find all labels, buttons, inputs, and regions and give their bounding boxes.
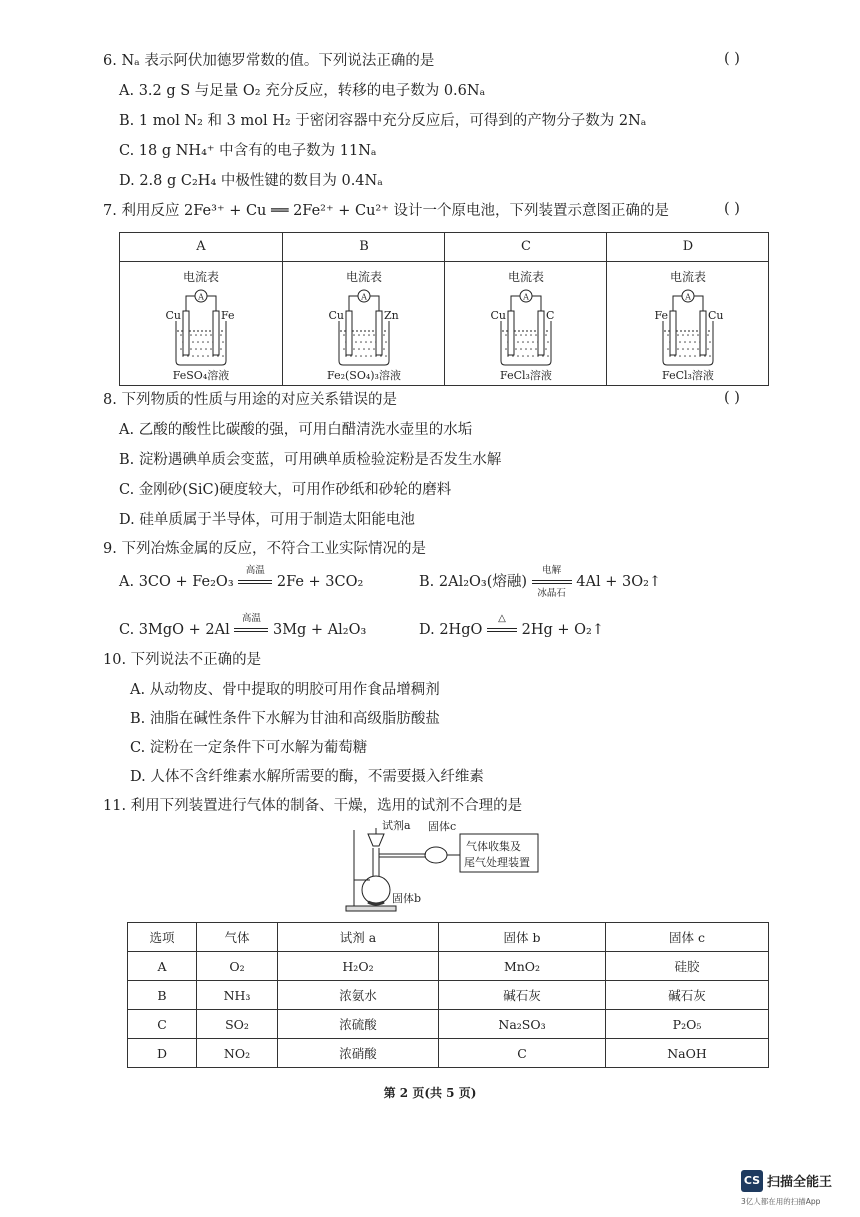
q7-wire-left (673, 296, 682, 311)
q7-solution-dot (527, 341, 529, 343)
q7-solution-dot (532, 341, 534, 343)
q7-solution-dot (682, 348, 684, 350)
q7-solution-dot (353, 334, 355, 336)
q9-d-arrow (487, 613, 517, 640)
q7-electrode-right-label: Cu (708, 309, 724, 322)
q7-wire-right (207, 296, 216, 311)
q7-option-d-cell (606, 233, 769, 385)
q11-fig-solid-b-label: 固体b (392, 892, 422, 905)
q7-solution-dot (505, 348, 507, 350)
q7-solution-dot (667, 334, 669, 336)
q9-d-reactants: D. 2HgO (419, 622, 483, 638)
q7-electrode-right (538, 311, 544, 355)
ammeter-symbol: A (523, 292, 529, 302)
table-row (128, 1010, 769, 1039)
q7-solution-dot (180, 334, 182, 336)
q7-electrode-left-label: Cu (165, 309, 181, 322)
q6-option-c: C. 18 g NH₄⁺ 中含有的电子数为 11Nₐ (119, 143, 377, 159)
q7-solution-dot (220, 348, 222, 350)
q7-solution-dot (694, 341, 696, 343)
q7-wire-left (186, 296, 195, 311)
q7-ammeter-label: 电流表 (182, 270, 220, 284)
q7-solution-dot (707, 334, 709, 336)
q7-option-d-cell-diagram (607, 263, 769, 383)
q7-apparatus-table (119, 232, 769, 386)
q7-electrode-left (183, 311, 189, 355)
table-header-cell: 固体 c (606, 923, 769, 952)
q7-solution-dot (205, 334, 207, 336)
q7-solution-dot (343, 348, 345, 350)
table-cell: 碱石灰 (439, 981, 606, 1010)
q7-solution-dot (505, 334, 507, 336)
q7-wire-right (370, 296, 379, 311)
q7-solution-dot (200, 334, 202, 336)
q7-solution-dot (358, 348, 360, 350)
q7-solution-dot (547, 341, 549, 343)
q7-solution-dot (190, 334, 192, 336)
q7-solution-dot (667, 348, 669, 350)
q7-solution-dot (210, 348, 212, 350)
q7-solution-dot (515, 348, 517, 350)
q10-option-d: D. 人体不含纤维素水解所需要的酶，不需要摄入纤维素 (130, 769, 484, 785)
page-footer: 第 2 页(共 5 页) (383, 1086, 477, 1100)
table-header-cell: 试剂 a (278, 923, 439, 952)
q7-option-b-cell-diagram (283, 263, 445, 383)
q7-solution-dot (360, 341, 362, 343)
q9-option-b (419, 565, 662, 599)
q7-stem: 7. 利用反应 2Fe³⁺ + Cu ══ 2Fe²⁺ + Cu²⁺ 设计一个原电池，下列装置示意图正确的是 (103, 203, 669, 219)
q7-solution-dot (679, 355, 681, 357)
q7-solution-dot (532, 355, 534, 357)
table-cell: C (128, 1010, 197, 1039)
q6-answer-paren: ( ) (724, 51, 740, 67)
q7-solution-dot (368, 348, 370, 350)
q11-apparatus-figure (340, 820, 550, 915)
q7-solution-dot (353, 348, 355, 350)
table-cell: 浓硝酸 (278, 1039, 439, 1068)
camscanner-logo-icon: CS (741, 1170, 763, 1192)
camscanner-watermark-tagline: 3亿人都在用的扫描App (741, 1197, 821, 1206)
q7-solution-dot (363, 348, 365, 350)
q7-solution-dot (192, 355, 194, 357)
q7-solution-dot (709, 341, 711, 343)
q7-electrode-left-label: Cu (490, 309, 506, 322)
q7-option-a-label: A (196, 239, 206, 254)
q6-option-a: A. 3.2 g S 与足量 O₂ 充分反应，转移的电子数为 0.6Nₐ (119, 83, 486, 99)
q7-solution-dot (222, 355, 224, 357)
table-cell: A (128, 952, 197, 981)
q7-solution-dot (689, 341, 691, 343)
q8-option-a: A. 乙酸的酸性比碳酸的强，可用白醋清洗水壶里的水垢 (119, 422, 473, 438)
q7-electrode-right (700, 311, 706, 355)
q7-electrode-left (346, 311, 352, 355)
q7-wire-left (511, 296, 520, 311)
q9-b-reactants: B. 2Al₂O₃(熔融) (419, 574, 528, 590)
q9-stem: 9. 下列冶炼金属的反应，不符合工业实际情况的是 (103, 541, 426, 557)
q7-solution-dot (385, 341, 387, 343)
q9-c-arrow (234, 613, 268, 640)
q7-solution-dot (383, 334, 385, 336)
q10-option-a: A. 从动物皮、骨中提取的明胶可用作食品增稠剂 (130, 682, 440, 698)
table-header-cell: 固体 b (439, 923, 606, 952)
q7-wire-right (694, 296, 703, 311)
table-row (128, 1039, 769, 1068)
q7-option-c-cell-diagram (445, 263, 607, 383)
q7-electrode-left-label: Fe (654, 309, 668, 322)
q7-solution-dot (525, 334, 527, 336)
q7-solution-dot (684, 341, 686, 343)
q7-ammeter-label: 电流表 (345, 270, 383, 284)
ammeter-symbol: A (198, 292, 204, 302)
q7-solution-dot (360, 355, 362, 357)
q10-stem: 10. 下列说法不正确的是 (103, 652, 262, 668)
q8-option-c: C. 金刚砂(SiC)硬度较大，可用作砂纸和砂轮的磨料 (119, 482, 452, 498)
table-cell: 碱石灰 (606, 981, 769, 1010)
q7-solution-dot (530, 348, 532, 350)
q7-solution-dot (373, 334, 375, 336)
q8-answer-paren: ( ) (724, 390, 740, 406)
q7-solution-dot (520, 334, 522, 336)
q7-solution-label: Fe₂(SO₄)₃溶液 (327, 369, 401, 382)
q7-solution-dot (207, 355, 209, 357)
q7-solution-dot (202, 355, 204, 357)
q7-solution-dot (197, 355, 199, 357)
q8-stem: 8. 下列物质的性质与用途的对应关系错误的是 (103, 392, 397, 408)
q7-solution-dot (200, 348, 202, 350)
q7-solution-dot (192, 341, 194, 343)
q7-electrode-right (376, 311, 382, 355)
q9-b-condition-top: 电解 (542, 565, 562, 576)
q7-solution-dot (385, 355, 387, 357)
q7-wire-right (532, 296, 541, 311)
q7-solution-dot (373, 348, 375, 350)
q7-solution-dot (383, 348, 385, 350)
q7-solution-dot (547, 355, 549, 357)
q6-stem: 6. Nₐ 表示阿伏加德罗常数的值。下列说法正确的是 (103, 53, 435, 69)
table-cell: 硅胶 (606, 952, 769, 981)
q7-solution-dot (365, 355, 367, 357)
table-cell: NH₃ (197, 981, 278, 1010)
q9-b-condition-bottom: 冰晶石 (537, 588, 566, 599)
q11-fig-solid-c-label: 固体c (428, 820, 457, 833)
q7-solution-dot (180, 348, 182, 350)
q7-wire-left (349, 296, 358, 311)
q7-solution-dot (692, 334, 694, 336)
q9-c-condition: 高温 (241, 613, 261, 624)
q7-solution-dot (358, 334, 360, 336)
q10-option-b: B. 油脂在碱性条件下水解为甘油和高级脂肪酸盐 (130, 711, 440, 727)
q9-d-condition: △ (498, 613, 506, 624)
q7-solution-dot (687, 334, 689, 336)
q7-ammeter-label: 电流表 (507, 270, 545, 284)
q7-solution-dot (205, 348, 207, 350)
q7-solution-dot (684, 355, 686, 357)
q9-a-reactants: A. 3CO + Fe₂O₃ (119, 574, 234, 590)
q9-a-condition: 高温 (245, 565, 265, 576)
q7-solution-dot (520, 348, 522, 350)
q9-b-products: 4Al + 3O₂↑ (576, 574, 662, 590)
q9-b-arrow (532, 565, 572, 599)
ammeter-symbol: A (361, 292, 367, 302)
table-cell: NaOH (606, 1039, 769, 1068)
table-row (128, 981, 769, 1010)
q7-solution-dot (545, 334, 547, 336)
q7-solution-dot (355, 355, 357, 357)
q7-electrode-left (670, 311, 676, 355)
q7-solution-dot (535, 348, 537, 350)
q7-solution-dot (682, 334, 684, 336)
table-cell: H₂O₂ (278, 952, 439, 981)
q7-solution-dot (370, 341, 372, 343)
q7-ammeter-label: 电流表 (669, 270, 707, 284)
q7-solution-dot (525, 348, 527, 350)
q9-option-a (119, 565, 364, 592)
q11-fig-box-line1: 气体收集及 (466, 840, 521, 853)
q7-solution-dot (545, 348, 547, 350)
q7-solution-dot (355, 341, 357, 343)
q7-option-b-cell (282, 233, 445, 385)
q7-solution-dot (697, 334, 699, 336)
q11-fig-box-line2: 尾气处理装置 (464, 856, 530, 869)
q7-solution-label: FeCl₃溶液 (500, 369, 552, 382)
q7-solution-dot (692, 348, 694, 350)
q7-solution-dot (697, 348, 699, 350)
table-cell: SO₂ (197, 1010, 278, 1039)
q9-option-d (419, 613, 604, 640)
q7-solution-dot (365, 341, 367, 343)
camscanner-watermark-name: 扫描全能王 (767, 1175, 833, 1190)
q7-solution-dot (677, 348, 679, 350)
q7-option-d-label: D (682, 239, 694, 254)
q7-solution-dot (517, 341, 519, 343)
q7-solution-dot (527, 355, 529, 357)
q9-option-c (119, 613, 367, 640)
q6-option-b: B. 1 mol N₂ 和 3 mol H₂ 于密闭容器中充分反应后，可得到的产物分子数为 2Nₐ (119, 113, 647, 129)
q11-stem: 11. 利用下列装置进行气体的制备、干燥，选用的试剂不合理的是 (103, 798, 523, 814)
q7-solution-label: FeSO₄溶液 (172, 369, 230, 382)
q7-solution-dot (363, 334, 365, 336)
q9-c-products: 3Mg + Al₂O₃ (272, 622, 367, 638)
q11-fig-reagent-a-label: 试剂a (382, 820, 411, 832)
q7-solution-dot (689, 355, 691, 357)
q9-a-arrow (238, 565, 272, 592)
q7-solution-dot (195, 334, 197, 336)
q7-solution-dot (694, 355, 696, 357)
q11-reagent-table (127, 922, 769, 1068)
q7-solution-dot (370, 355, 372, 357)
q7-solution-dot (687, 348, 689, 350)
q7-solution-dot (707, 348, 709, 350)
q7-solution-dot (220, 334, 222, 336)
q7-option-c-label: C (521, 239, 531, 254)
q7-solution-dot (343, 334, 345, 336)
q7-electrode-left-label: Cu (328, 309, 344, 322)
q7-solution-dot (535, 334, 537, 336)
table-cell: C (439, 1039, 606, 1068)
table-cell: 浓硫酸 (278, 1010, 439, 1039)
table-cell: 浓氨水 (278, 981, 439, 1010)
table-cell: B (128, 981, 197, 1010)
q7-solution-dot (515, 334, 517, 336)
q7-electrode-right-label: C (546, 309, 555, 322)
q7-solution-dot (517, 355, 519, 357)
q7-solution-dot (368, 334, 370, 336)
q7-solution-dot (709, 355, 711, 357)
q7-electrode-right (213, 311, 219, 355)
q7-solution-dot (190, 348, 192, 350)
q8-option-b: B. 淀粉遇碘单质会变蓝，可用碘单质检验淀粉是否发生水解 (119, 452, 502, 468)
q7-option-a-cell-diagram (120, 263, 282, 383)
table-cell: Na₂SO₃ (439, 1010, 606, 1039)
q7-solution-dot (195, 348, 197, 350)
q9-d-products: 2Hg + O₂↑ (521, 622, 604, 638)
table-row (128, 952, 769, 981)
table-header-cell: 选项 (128, 923, 197, 952)
table-cell: D (128, 1039, 197, 1068)
q7-electrode-right-label: Zn (384, 309, 399, 322)
table-header-row (128, 923, 769, 952)
q7-electrode-left (508, 311, 514, 355)
q7-solution-dot (530, 334, 532, 336)
table-cell: NO₂ (197, 1039, 278, 1068)
table-cell: MnO₂ (439, 952, 606, 981)
q7-solution-dot (197, 341, 199, 343)
q7-solution-dot (202, 341, 204, 343)
q7-solution-label: FeCl₃溶液 (662, 369, 714, 382)
table-cell: P₂O₅ (606, 1010, 769, 1039)
ammeter-symbol: A (685, 292, 691, 302)
q9-a-products: 2Fe + 3CO₂ (276, 574, 364, 590)
q7-solution-dot (222, 341, 224, 343)
q7-option-b-label: B (359, 239, 369, 254)
q7-solution-dot (207, 341, 209, 343)
q7-option-a-cell (120, 233, 282, 385)
q10-option-c: C. 淀粉在一定条件下可水解为葡萄糖 (130, 740, 368, 756)
q7-answer-paren: ( ) (724, 201, 740, 217)
q7-electrode-right-label: Fe (221, 309, 235, 322)
q7-solution-dot (210, 334, 212, 336)
q7-solution-dot (679, 341, 681, 343)
q7-solution-dot (522, 341, 524, 343)
q6-option-d: D. 2.8 g C₂H₄ 中极性键的数目为 0.4Nₐ (119, 173, 383, 189)
table-cell: O₂ (197, 952, 278, 981)
q7-option-c-cell (444, 233, 607, 385)
q9-c-reactants: C. 3MgO + 2Al (119, 622, 230, 638)
q8-option-d: D. 硅单质属于半导体，可用于制造太阳能电池 (119, 512, 415, 528)
table-header-cell: 气体 (197, 923, 278, 952)
q7-solution-dot (522, 355, 524, 357)
q7-solution-dot (677, 334, 679, 336)
